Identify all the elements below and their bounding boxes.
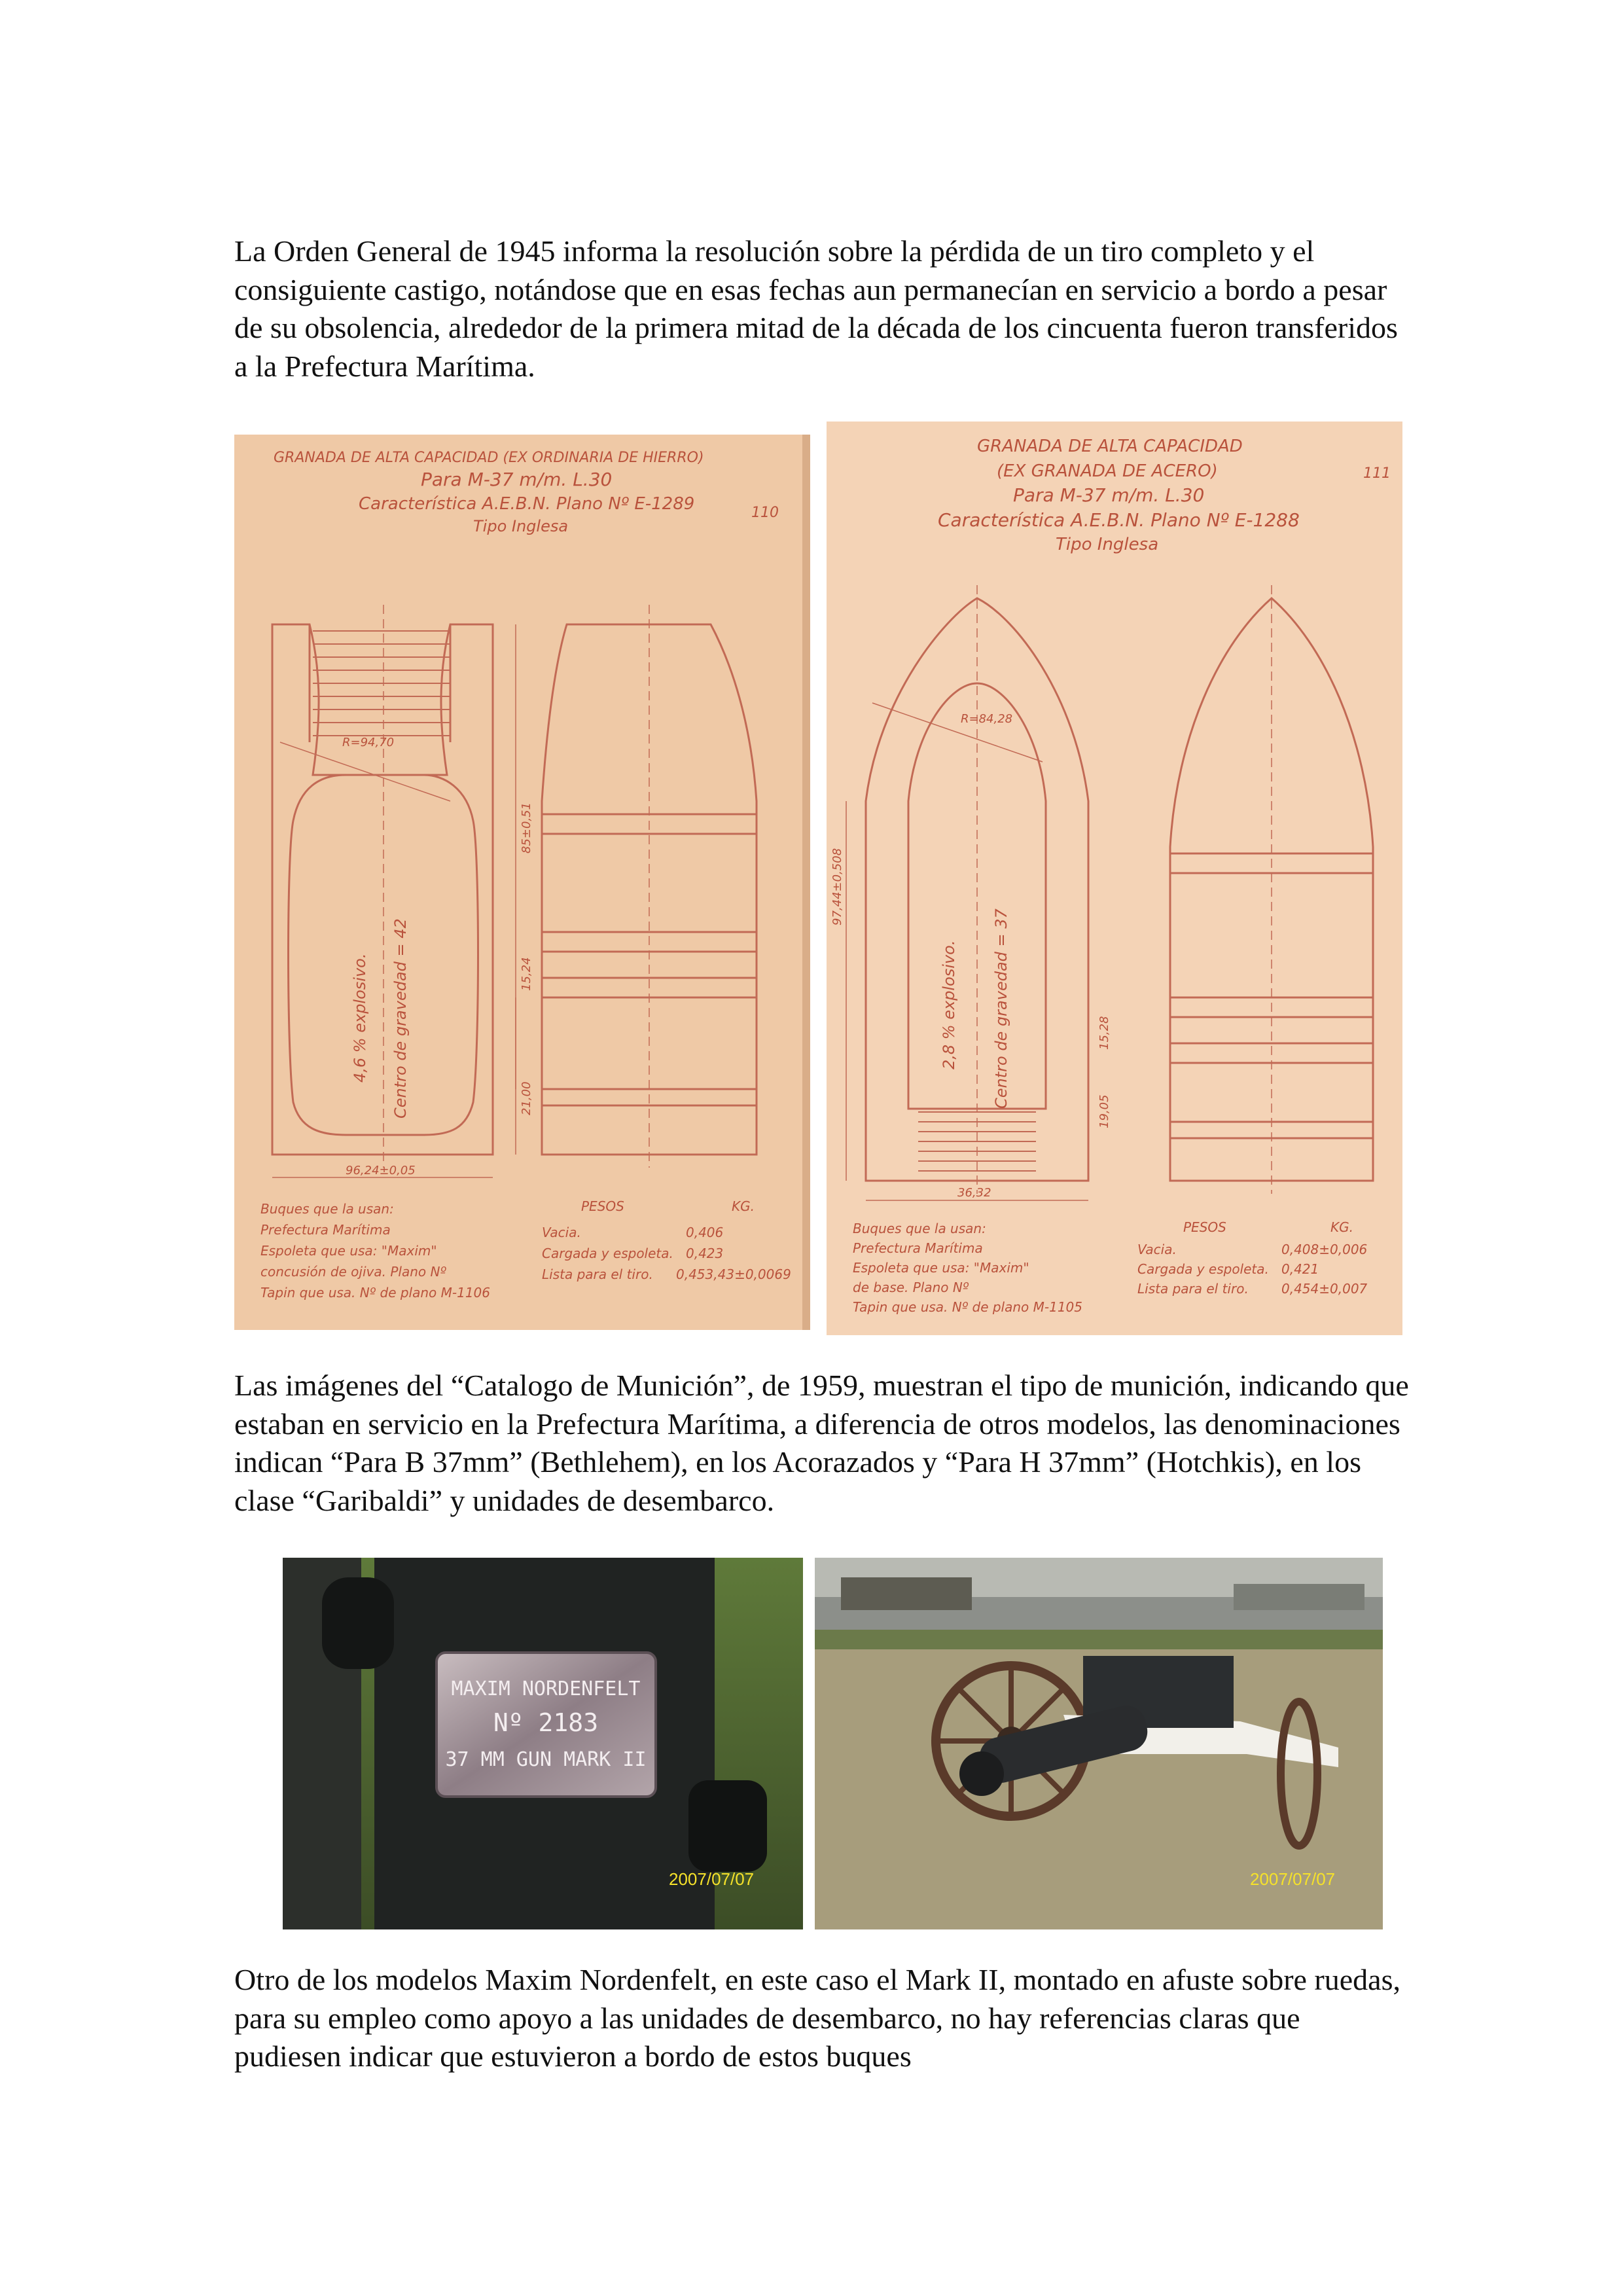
plate-left-fuze-1: Espoleta que usa: "Maxim" bbox=[260, 1243, 437, 1259]
plate-right-dim-c: 19,05 bbox=[1097, 1094, 1111, 1128]
paragraph-2: Las imágenes del “Catalogo de Munición”, de 1959, muestran el tipo de munición, indicando que estaban en servicio en la Prefectura Marítima, a diferencia de otros modelos, las denominaciones indican “Para B 37mm” (Bethlehem), en los Acorazados y “Para H 37mm” (Hotchkis), en los clase “Garibaldi” y unidades de desembarco. bbox=[234, 1369, 1409, 1517]
gun-carriage-photo bbox=[815, 1558, 1383, 1929]
plate-right-radius: R=84,28 bbox=[961, 712, 1013, 726]
plate-left-ships: Prefectura Marítima bbox=[260, 1222, 391, 1238]
plate-left-ships-label: Buques que la usan: bbox=[260, 1201, 394, 1217]
nameplate-line-3: 37 MM GUN MARK II bbox=[445, 1748, 647, 1771]
plate-right-fuze-2: de base. Plano Nº bbox=[853, 1280, 969, 1295]
plate-left-plug: Tapin que usa. Nº de plano M-1106 bbox=[260, 1285, 491, 1300]
plate-left-empty: 0,406 bbox=[686, 1225, 724, 1240]
plate-left-fuze-2: concusión de ojiva. Plano Nº bbox=[260, 1264, 446, 1280]
plate-left-ready-label: Lista para el tiro. bbox=[542, 1266, 653, 1282]
plate-left-weights-unit: KG. bbox=[732, 1198, 755, 1214]
date-stamp-right: 2007/07/07 bbox=[1250, 1869, 1336, 1889]
plate-left-title-2: Para M-37 m/m. L.30 bbox=[421, 469, 613, 490]
plate-right-width: 36,32 bbox=[957, 1186, 991, 1200]
plate-left-page-mark: 110 bbox=[751, 505, 779, 521]
plate-right-ready-label: Lista para el tiro. bbox=[1137, 1281, 1249, 1297]
nameplate-line-2: Nº 2183 bbox=[493, 1708, 599, 1737]
plate-right-title-4: Característica A.E.B.N. Plano Nº E-1288 bbox=[938, 509, 1300, 531]
plate-left-weights-title: PESOS bbox=[581, 1198, 624, 1214]
plate-right-gravity: Centro de gravedad = 37 bbox=[992, 908, 1010, 1109]
plate-left-width: 96,24±0,05 bbox=[346, 1164, 416, 1177]
plate-left-empty-label: Vacia. bbox=[542, 1225, 581, 1240]
plate-right-weights-unit: KG. bbox=[1330, 1219, 1353, 1235]
plate-right-fuze-1: Espoleta que usa: "Maxim" bbox=[853, 1260, 1029, 1276]
paragraph-1: La Orden General de 1945 informa la resolución sobre la pérdida de un tiro completo y el consiguiente castigo, notándose que en esas fechas aun permanecían en servicio a bordo a pesar de su obsolencia, alrededor de la primera mitad de la década de los cincuenta fueron transferidos a la Prefectura Marítima. bbox=[234, 234, 1398, 383]
shell-drawing-right bbox=[827, 422, 1402, 1335]
plate-left-loaded: 0,423 bbox=[686, 1246, 724, 1261]
plate-left-title-3: Característica A.E.B.N. Plano Nº E-1289 bbox=[359, 494, 695, 514]
plate-left-explosive: 4,6 % explosivo. bbox=[351, 953, 369, 1083]
plate-left-ready: 0,453,43±0,0069 bbox=[676, 1266, 791, 1282]
date-stamp-left: 2007/07/07 bbox=[669, 1869, 755, 1889]
plate-right-title-1: GRANADA DE ALTA CAPACIDAD bbox=[977, 437, 1243, 456]
plate-right-ships: Prefectura Marítima bbox=[853, 1240, 983, 1256]
plate-right-empty-label: Vacia. bbox=[1137, 1242, 1177, 1257]
plate-right-loaded-label: Cargada y espoleta. bbox=[1137, 1261, 1269, 1277]
nameplate-photo bbox=[283, 1558, 803, 1929]
plate-left-dim-a: 85±0,51 bbox=[520, 802, 533, 853]
plate-left-gravity: Centro de gravedad = 42 bbox=[391, 918, 410, 1119]
plate-right-empty: 0,408±0,006 bbox=[1281, 1242, 1368, 1257]
shell-drawing-left bbox=[234, 435, 810, 1330]
nameplate-line-1: MAXIM NORDENFELT bbox=[451, 1677, 641, 1700]
plate-right-ships-label: Buques que la usan: bbox=[853, 1221, 986, 1236]
plate-right-title-3: Para M-37 m/m. L.30 bbox=[1013, 484, 1205, 506]
paragraph-3: Otro de los modelos Maxim Nordenfelt, en este caso el Mark II, montado en afuste sobre ruedas, para su empleo como apoyo a las unidades de desembarco, no hay referencias claras que pudiesen indicar que estuvieron a bordo de estos buques bbox=[234, 1963, 1400, 2073]
plate-left-radius: R=94,70 bbox=[342, 736, 395, 749]
plate-right-title-2: (EX GRANADA DE ACERO) bbox=[997, 461, 1218, 481]
plate-right-explosive: 2,8 % explosivo. bbox=[940, 940, 958, 1069]
plate-left-loaded-label: Cargada y espoleta. bbox=[542, 1246, 673, 1261]
plate-left-title-1: GRANADA DE ALTA CAPACIDAD (EX ORDINARIA DE HIERRO) bbox=[274, 450, 704, 466]
plate-left-title-4: Tipo Inglesa bbox=[473, 517, 569, 535]
plate-left-dim-c: 21,00 bbox=[520, 1081, 533, 1115]
plate-right-title-5: Tipo Inglesa bbox=[1056, 535, 1159, 554]
plate-right-plug: Tapin que usa. Nº de plano M-1105 bbox=[853, 1299, 1083, 1315]
plate-right-page-mark: 111 bbox=[1363, 465, 1391, 482]
plate-right-loaded: 0,421 bbox=[1281, 1261, 1319, 1277]
plate-right-weights-title: PESOS bbox=[1183, 1219, 1226, 1235]
plate-right-ready: 0,454±0,007 bbox=[1281, 1281, 1368, 1297]
plate-right-dim-b: 15,28 bbox=[1097, 1016, 1111, 1050]
plate-left-dim-b: 15,24 bbox=[520, 957, 533, 991]
plate-right-side: 97,44±0,508 bbox=[830, 848, 844, 925]
